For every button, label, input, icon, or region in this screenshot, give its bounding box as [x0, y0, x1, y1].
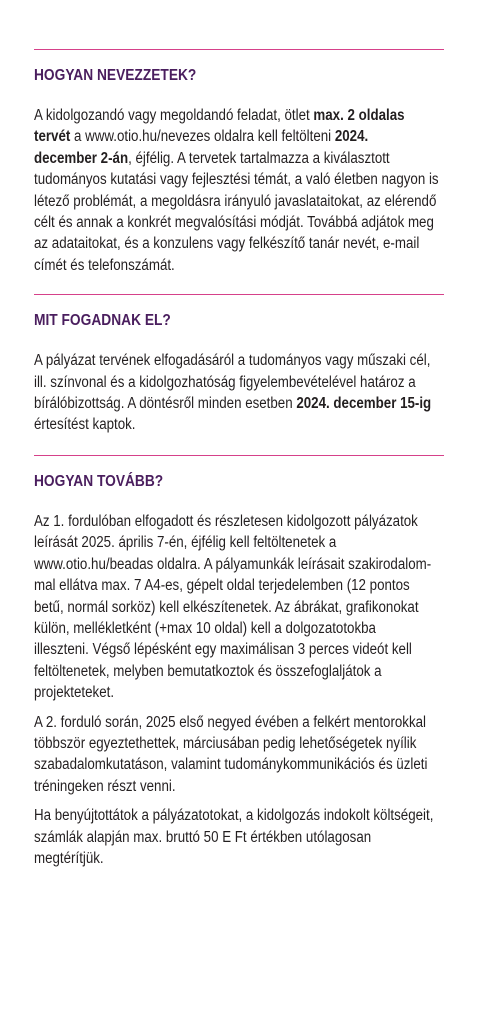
text-line [34, 212, 438, 233]
text-run: www.otio.hu/beadas oldalra. A pályamunkák leírásait szakirodalom- [34, 555, 432, 573]
text-run: leírását 2025. április 7-én, éjfélig kell feltöltenetek a [34, 534, 337, 552]
text-line [34, 511, 438, 532]
text-line [34, 191, 438, 212]
text-line [34, 682, 438, 703]
text-run: Ha benyújtottátok a pályázatotokat, a kidolgozás indokolt költségeit, [34, 807, 434, 825]
text-run: betű, normál sorköz) kell elkészítenetek. Az ábrákat, grafikonokat [34, 598, 419, 616]
text-run: célt és annak a konkrét megvalósítási módját. Továbbá adjátok meg [34, 214, 434, 232]
text-line [34, 233, 438, 254]
text-line [34, 350, 438, 371]
text-run: Az 1. fordulóban elfogadott és részletesen kidolgozott pályázatok [34, 512, 418, 530]
text-line [34, 575, 438, 596]
text-run: külön, mellékletként (+max 10 oldal) kell a dolgozatotokba [34, 619, 376, 637]
text-line [34, 414, 438, 435]
bold-run: december 2-án [34, 149, 129, 167]
text-line [34, 532, 438, 553]
text-run: ill. színvonal és a kidolgozhatóság figyelembevételével határoz a [34, 373, 416, 391]
section-paragraph [34, 350, 438, 436]
text-run: létező problémát, a megoldásra irányuló javaslataitokat, az elérendő [34, 192, 437, 210]
text-run: többször egyeztethettek, márciusában pedig lehetőségetek nyílik [34, 734, 417, 752]
text-run: számlák alapján max. bruttó 50 E Ft értékben utólagosan [34, 828, 372, 846]
text-run: projekteteket. [34, 684, 115, 702]
text-line [34, 126, 438, 147]
text-line [34, 661, 438, 682]
section-how-to-enter [34, 49, 444, 276]
text-run: mal ellátva max. 7 A4-es, gépelt oldal terjedelemben (12 pontos [34, 577, 410, 595]
section-next-steps [34, 455, 444, 870]
text-line [34, 848, 438, 869]
text-run: értesítést kaptok. [34, 416, 136, 434]
text-line [34, 105, 438, 126]
text-run: tudományos kutatási vagy fejlesztési témát, a való életben nagyon is [34, 171, 439, 189]
section-divider [34, 294, 444, 295]
text-line [34, 148, 438, 169]
text-run: feltöltenetek, melyben bemutatkoztok és összefoglaljátok a [34, 662, 382, 680]
section-heading: HOGYAN TOVÁBB? [34, 472, 164, 490]
section-what-is-accepted [34, 294, 444, 436]
text-run: , éjfélig. A tervetek tartalmazza a kiválasztott [128, 149, 390, 167]
section-divider [34, 49, 444, 50]
text-run: címét és telefonszámát. [34, 256, 175, 274]
text-run: az adataitokat, és a konzulens vagy felkészítő tanár nevét, e-mail [34, 235, 420, 253]
text-run: megtérítjük. [34, 849, 104, 867]
section-paragraph [34, 712, 438, 798]
text-line [34, 776, 438, 797]
bold-run: max. 2 oldalas [313, 107, 405, 124]
text-line [34, 372, 438, 393]
text-line [34, 805, 438, 826]
text-run: szabadalomkutatáson, valamint tudománykommunikációs és üzleti [34, 756, 428, 774]
document-page [34, 0, 444, 869]
bold-run: 2024. december 15-ig [296, 395, 432, 413]
text-line [34, 169, 438, 190]
bold-run: tervét [34, 128, 71, 146]
section-paragraph [34, 105, 438, 276]
text-run: tréningeken részt venni. [34, 777, 176, 795]
text-line [34, 639, 438, 660]
text-line [34, 597, 438, 618]
text-line [34, 255, 438, 276]
section-heading: HOGYAN NEVEZZETEK? [34, 67, 197, 84]
section-heading: MIT FOGADNAK EL? [34, 312, 171, 330]
section-divider [34, 455, 444, 456]
text-run: illeszteni. Végső lépésként egy maximálisan 3 perces videót kell [34, 641, 412, 659]
section-paragraph [34, 511, 438, 704]
text-line [34, 712, 438, 733]
text-run: a www.otio.hu/nevezes oldalra kell feltölteni [70, 128, 335, 146]
text-run: A kidolgozandó vagy megoldandó feladat, ötlet [34, 107, 314, 124]
section-paragraph [34, 805, 438, 869]
text-run: A 2. forduló során, 2025 első negyed évében a felkért mentorokkal [34, 713, 427, 731]
bold-run: 2024. [334, 128, 369, 146]
text-line [34, 554, 438, 575]
text-line [34, 733, 438, 754]
text-line [34, 393, 438, 414]
text-run: bírálóbizottság. A döntésről minden esetben [34, 395, 297, 413]
text-run: A pályázat tervének elfogadásáról a tudományos vagy műszaki cél, [34, 352, 431, 370]
text-line [34, 618, 438, 639]
text-line [34, 827, 438, 848]
text-line [34, 754, 438, 775]
